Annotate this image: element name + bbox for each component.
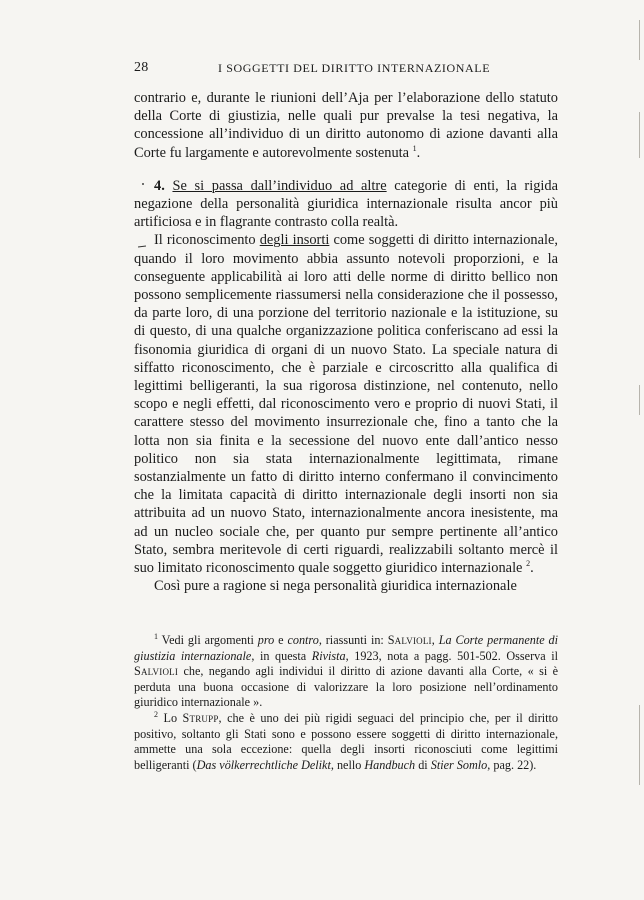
- paragraph-continuation: contrario e, durante le riunioni dell’Aja per l’elaborazione dello statuto della Corte di giustizia, nelle quali pur prevalse la tesi negativa, la concessione all’individuo di un diritto autonomo di azione davanti alla Corte fu largamente e autorevolmente sostenuta $^1$.: [134, 90, 558, 161]
- page-edge-mark: [639, 385, 640, 415]
- footnote-rule: [134, 621, 558, 622]
- footnote-ref-2: 2: [526, 559, 531, 569]
- page-header: [134, 60, 558, 78]
- underlined-phrase: Se si passa dall’individuo ad altre: [172, 177, 387, 194]
- section-number: 4.: [154, 177, 165, 194]
- paragraph-section-4: 4. Se si passa dall’individuo ad altre categorie di enti, la rigida negazione della personalità giuridica internazionale risulta ancor più artificiosa e in flagrante contrasto colla realtà.: [134, 177, 558, 231]
- page-edge-mark: [639, 705, 640, 785]
- footnote-ref-1: 1: [412, 143, 417, 153]
- footnote-2: $^2$ Lo Strupp, che è uno dei più rigidi seguaci del principio che, per il diritto positivo, soltanto gli Stati sono e possono essere soggetti di diritto internazionale, ammette una sola eccezione: quella degli insorti riconosciuti come legittimi belligeranti (Das völkerrechtliche Delikt, nello Handbuch di Stier Somlo, pag. 22).: [134, 709, 559, 772]
- paragraph-insorti: Il riconoscimento degli insorti come soggetti di diritto internazionale, quando il loro movimento abbia assunto notevoli proporzioni, e la conseguente applicabilità ai loro atti delle norme di diritto bellico non possono semplicemente riassumersi nella considerazione che il possesso, da parte loro, di una porzione del territorio nazionale e la istituzione, su di questo, di una qualche organizzazione politica conferiscano ad essi la fisonomia giuridica di organi di un nuovo Stato. La speciale natura di siffatto riconoscimento, che è parziale e circoscritto alla qualifica di legittimi belligeranti, la sua rigorosa distinzione, nel contenuto, nello scopo e negli effetti, dal riconoscimento vero e proprio di nuovi Stati, il carattere stesso del movimento insurrezionale che, fino a tanto che la lotta non sia finita e la secessione del nuovo ente dall’antico nesso politico non sia stata internazionalmente legittimata, rimane sostanzialmente un fatto di diritto interno confermano il convincimento che la limitata capacità di diritto internazionale degli insorti non sia attribuita ad un nuovo Stato, internazionalmente ancora inesistente, ma ad un nucleo sociale che, per quanto pur sempre pertinente all’antico Stato, sembra meritevole di certi riguardi, realizzabili soltanto mercè il suo limitato riconoscimento quale soggetto giuridico internazionale $^2$.: [134, 232, 558, 577]
- footnotes: [134, 633, 558, 773]
- page-number: 28: [134, 60, 149, 75]
- running-title: I SOGGETTI DEL DIRITTO INTERNAZIONALE: [218, 61, 491, 75]
- ink-dot: [142, 183, 144, 185]
- paragraph-final: Così pure a ragione si nega personalità giuridica internazionale: [154, 578, 517, 595]
- page-edge-mark: [639, 112, 640, 158]
- underlined-insorti: degli insorti: [259, 232, 330, 249]
- page-edge-mark: [639, 20, 640, 60]
- footnote-1: $^1$ Vedi gli argomenti pro e contro, riassunti in: Salvioli, La Corte permanente di giustizia internazionale, in questa Rivista, 1923, nota a pagg. 501-502. Osserva il Salvioli che, negando agli individui il diritto di azione davanti alla Corte, « si è perduta una buona occasione di valorizzare la loro posizione nell’ordinamento giuridico internazionale ».: [134, 631, 559, 710]
- body-text: [134, 89, 558, 595]
